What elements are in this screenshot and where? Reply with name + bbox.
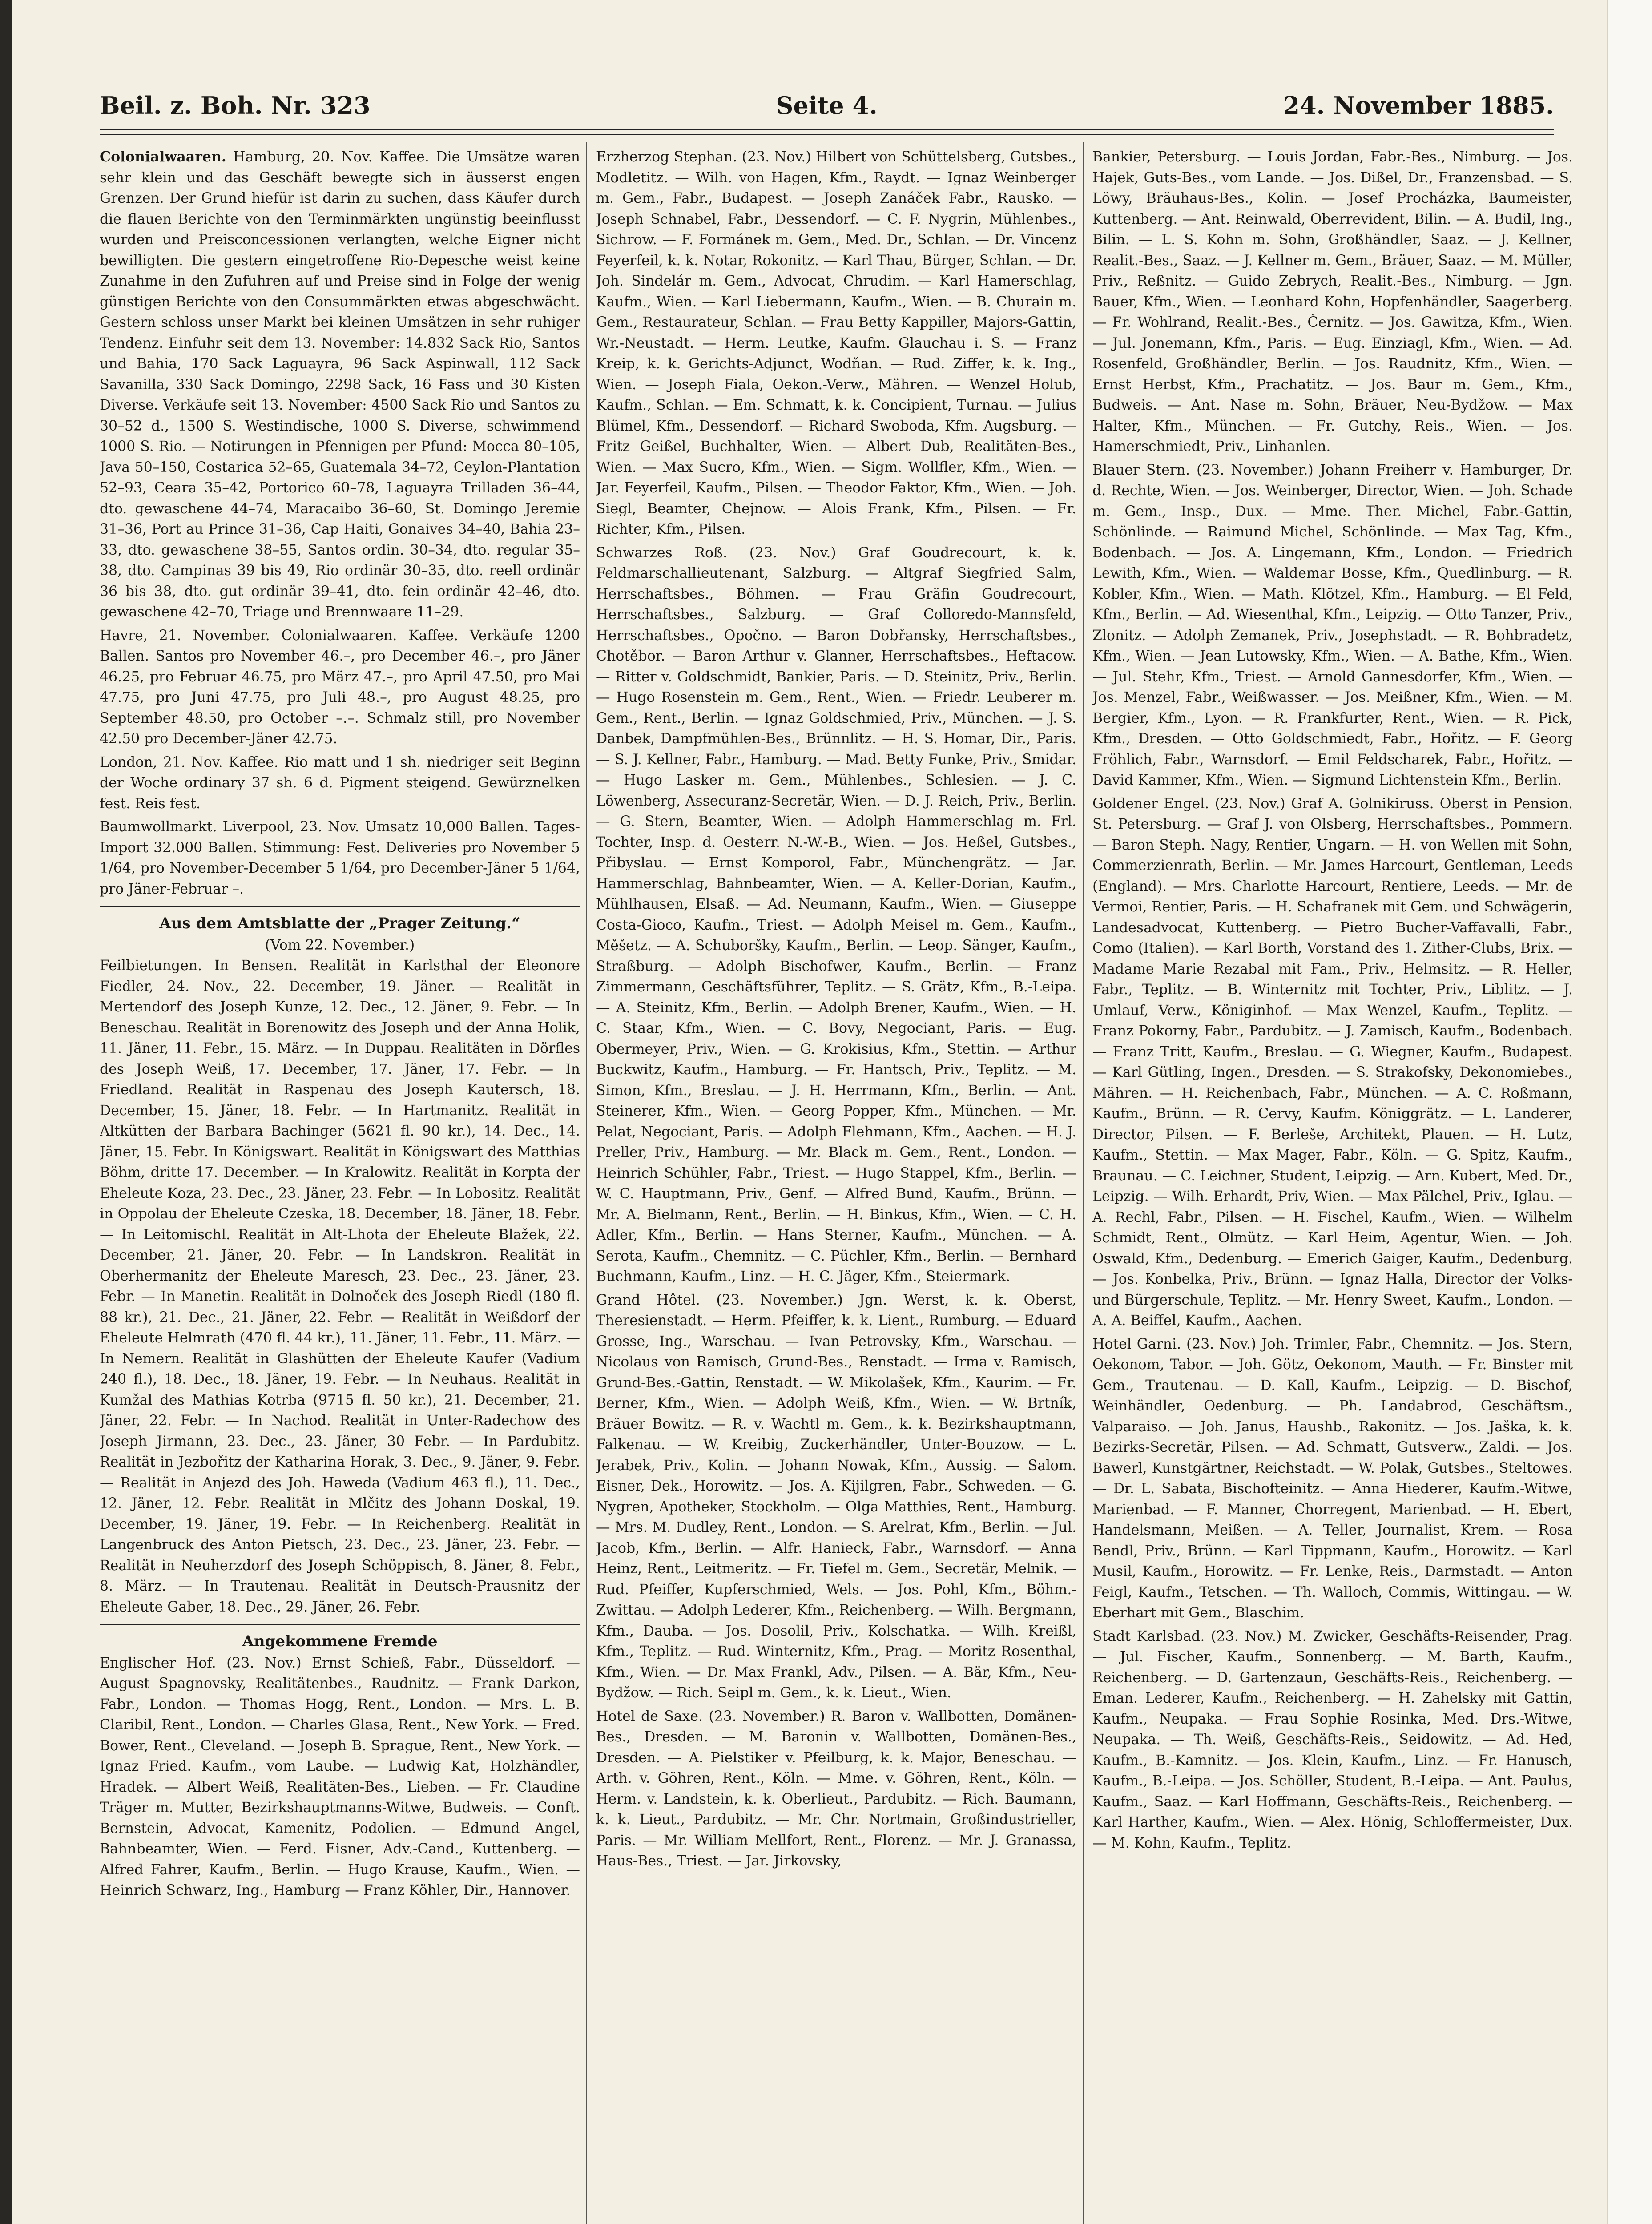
fremde-text: Englischer Hof. (23. Nov.) Ernst Schieß, Fabr., Düsseldorf. — August Spagnovsky, Realitätenbes., Raudnitz. — Frank Darkon, Fabr., London. — Thomas Hogg, Rent., London. — Mrs. L. B. Claribil, Rent., London. — Charles Glasa, Rent., New York. — Fred. Bower, Rent., Cleveland. — Joseph B. Sprague, Rent., New York. — Ignaz Fried. Kaufm., vom Laube. — Ludwig Kat, Holzhändler, Hradek. — Albert Weiß, Realitäten-Bes., Lieben. — Fr. Claudine Träger m. Mutter, Bezirkshauptmanns-Witwe, Budweis. — Conft. Bernstein, Advocat, Kamenitz, Podolien. — Edmund Angel, Bahnbeamter, Wien. — Ferd. Eisner, Adv.-Cand., Kuttenberg. — Alfred Fahrer, Kaufm., Berlin. — Hugo Krause, Kaufm., Wien. — Heinrich Schwarz, Ing., Hamburg — Franz Köhler, Dir., Hannover. [100,1655,580,1898]
amtsblatt-text: Feilbietungen. In Bensen. Realität in Karlsthal der Eleonore Fiedler, 24. Nov., 22. December, 19. Jäner. — Realität in Mertendorf des Joseph Kunze, 12. Dec., 12. Jäner, 9. Febr. — In Beneschau. Realität in Borenowitz des Joseph und der Anna Holik, 11. Jäner, 11. Febr., 15. März. — In Duppau. Realitäten in Dörfles des Joseph Weiß, 17. December, 17. Jäner, 17. Febr. — In Friedland. Realität in Raspenau des Joseph Kautersch, 18. December, 15. Jäner, 18. Febr. — In Hartmanitz. Realität in Altkütten der Barbara Bachinger (5621 fl. 90 kr.), 14. Dec., 14. Jäner, 15. Febr. In Königswart. Realität in Königswart des Matthias Böhm, dritte 17. December. — In Kralowitz. Realität in Korpta der Eheleute Koza, 23. Dec., 23. Jäner, 23. Febr. — In Lobositz. Realität in Oppolau der Eheleute Czeska, 18. December, 18. Jäner, 18. Febr. — In Leitomischl. Realität in Alt-Lhota der Eheleute Blažek, 22. December, 21. Jäner, 20. Febr. — In Landskron. Realität in Oberhermanitz der Eheleute Maresch, 23. Dec., 23. Jäner, 23. Febr. — In Manetin. Realität in Dolnoček des Joseph Riedl (180 fl. 88 kr.), 21. Dec., 21. Jäner, 22. Febr. — Realität in Weißdorf der Eheleute Helmrath (470 fl. 44 kr.), 11. Jäner, 11. Febr., 11. März. — In Nemern. Realität in Glashütten der Eheleute Kaufer (Vadium 240 fl.), 18. Dec., 18. Jäner, 19. Febr. — In Neuhaus. Realität in Kumžal des Mathias Kotrba (9715 fl. 50 kr.), 21. December, 21. Jäner, 22. Febr. — In Nachod. Realität in Unter-Radechow des Joseph Jirmann, 23. Dec., 23. Jäner, 30 Febr. — In Pardubitz. Realität in Jezbořitz der Katharina Horak, 3. Dec., 9. Jäner, 9. Febr. — Realität in Anjezd des Joh. Haweda (Vadium 463 fl.), 11. Dec., 12. Jäner, 12. Febr. Realität in Mlčitz des Johann Doskal, 19. December, 19. Jäner, 19. Febr. — In Reichenberg. Realität in Langenbruck des Anton Pietsch, 23. Dec., 23. Jäner, 23. Febr. — Realität in Neuherzdorf des Joseph Schöppisch, 8. Jäner, 8. Febr., 8. März. — In Trautenau. Realität in Deutsch-Prausnitz der Eheleute Gaber, 18. Dec., 29. Jäner, 26. Febr. [100,958,580,1615]
hotel-schwarzes-ross: Schwarzes Roß. (23. Nov.) Graf Goudrecourt, k. k. Feldmarschallieutenant, Salzburg. — Altgraf Siegfried Salm, Herrschaftsbes., Böhmen. — Frau Gräfin Goudrecourt, Herrschaftsbes., Salzburg. — Graf Colloredo-Mannsfeld, Herrschaftsbes., Opočno. — Baron Dobřansky, Herrschaftsbes., Chotěbor. — Baron Arthur v. Glanner, Herrschaftsbes., Heftacow. — Ritter v. Goldschmidt, Bankier, Paris. — D. Steinitz, Priv., Berlin. — Hugo Rosenstein m. Gem., Rent., Wien. — Friedr. Leuberer m. Gem., Rent., Berlin. — Ignaz Goldschmied, Priv., München. — J. S. Danbek, Dampfmühlen-Bes., Brünnlitz. — H. S. Homar, Dir., Paris. — S. J. Kellner, Fabr., Hamburg. — Mad. Betty Funke, Priv., Smidar. — Hugo Lasker m. Gem., Mühlenbes., Schlesien. — J. C. Löwenberg, Assecuranz-Secretär, Wien. — D. J. Reich, Priv., Berlin. — G. Stern, Beamter, Wien. — Adolph Hammerschlag m. Frl. Tochter, Insp. d. Oesterr. N.-W.-B., Wien. — Jos. Heßel, Gutsbes., Přibyslau. — Ernst Komporol, Fabr., Münchengrätz. — Jar. Hammerschlag, Bahnbeamter, Wien. — A. Keller-Dorian, Kaufm., Mühlhausen, Elsaß. — Ad. Neumann, Kaufm., Wien. — Giuseppe Costa-Gioco, Kaufm., Triest. — Adolph Meisel m. Gem., Kaufm., Měšetz. — A. Schuboršky, Kaufm., Berlin. — Leop. Sänger, Kaufm., Straßburg. — Adolph Bischofwer, Kaufm., Berlin. — Franz Zimmermann, Geschäftsführer, Teplitz. — S. Grätz, Kfm., B.-Leipa. — A. Steinitz, Kfm., Berlin. — Adolph Brener, Kaufm., Wien. — H. C. Staar, Kfm., Wien. — C. Bovy, Negociant, Paris. — Eug. Obermeyer, Priv., Wien. — G. Krokisius, Kfm., Stettin. — Arthur Buckwitz, Kaufm., Hamburg. — Fr. Hantsch, Priv., Teplitz. — M. Simon, Kfm., Breslau. — J. H. Herrmann, Kfm., Berlin. — Ant. Steinerer, Kfm., Wien. — Georg Popper, Kfm., München. — Mr. Pelat, Negociant, Paris. — Adolph Flehmann, Kfm., Aachen. — H. J. Preller, Priv., Hamburg. — Mr. Black m. Gem., Rent., London. — Heinrich Schühler, Fabr., Triest. — Hugo Stappel, Kfm., Berlin. — W. C. Hauptmann, Priv., Genf. — Alfred Bund, Kaufm., Brünn. — Mr. A. Bielmann, Rent., Berlin. — H. Binkus, Kfm., Wien. — C. H. Adler, Kfm., Berlin. — Hans Sterner, Kaufm., München. — A. Serota, Kaufm., Chemnitz. — C. Püchler, Kfm., Berlin. — Bernhard Buchmann, Kaufm., Linz. — H. C. Jäger, Kfm., Steiermark. [596,544,1076,1285]
london-paragraph: London, 21. Nov. Kaffee. Rio matt und 1 sh. niedriger seit Beginn der Woche ordinary 37 sh. 6 d. Pigment steigend. Gewürznelken fest. Reis fest. [100,754,580,812]
hotel-continuation: Bankier, Petersburg. — Louis Jordan, Fabr.-Bes., Nimburg. — Jos. Hajek, Guts-Bes., vom Lande. — Jos. Dißel, Dr., Franzensbad. — S. Löwy, Bräuhaus-Bes., Kolin. — Josef Procházka, Baumeister, Kuttenberg. — Ant. Reinwald, Oberrevident, Bilin. — A. Budil, Ing., Bilin. — L. S. Kohn m. Sohn, Großhändler, Saaz. — J. Kellner, Realit.-Bes., Saaz. — J. Kellner m. Gem., Bräuer, Saaz. — M. Müller, Priv., Reßnitz. — Guido Zebrych, Realit.-Bes., Nimburg. — Jgn. Bauer, Kfm., Wien. — Leonhard Kohn, Hopfenhändler, Saagerberg. — Fr. Wohlrand, Realit.-Bes., Černitz. — Jos. Gawitza, Kfm., Wien. — Jul. Jonemann, Kfm., Paris. — Eug. Einziagl, Kfm., Wien. — Ad. Rosenfeld, Großhändler, Berlin. — Jos. Raudnitz, Kfm., Wien. — Ernst Herbst, Kfm., Prachatitz. — Jos. Baur m. Gem., Kfm., Budweis. — Ant. Nase m. Sohn, Bräuer, Neu-Bydžow. — Max Halter, Kfm., München. — Fr. Gutchy, Reis., Wien. — Jos. Hamerschmiedt, Priv., Linhanlen. [1092,149,1573,455]
column-separator [1083,142,1084,2224]
column-3 [1092,147,1573,2224]
hotel-blauer-stern: Blauer Stern. (23. November.) Johann Freiherr v. Hamburger, Dr. d. Rechte, Wien. — Jos. Weinberger, Director, Wien. — Joh. Schade m. Gem., Insp., Dux. — Mme. Ther. Michel, Fabr.-Gattin, Schönlinde. — Raimund Michel, Schönlinde. — Max Tag, Kfm., Bodenbach. — Jos. A. Lingemann, Kfm., London. — Friedrich Lewith, Kfm., Wien. — Waldemar Bosse, Kfm., Quedlinburg. — R. Kobler, Kfm., Wien. — Math. Klötzel, Kfm., Hamburg. — El Feld, Kfm., Berlin. — Ad. Wiesenthal, Kfm., Leipzig. — Otto Tanzer, Priv., Zlonitz. — Adolph Zemanek, Priv., Josephstadt. — R. Bohbradetz, Kfm., Wien. — Jean Lutowsky, Kfm., Wien. — A. Bathe, Kfm., Wien. — Jul. Stehr, Kfm., Triest. — Arnold Gannesdorfer, Kfm., Wien. — Jos. Menzel, Fabr., Weißwasser. — Jos. Meißner, Kfm., Wien. — M. Bergier, Kfm., Lyon. — R. Frankfurter, Rent., Wien. — R. Pick, Kfm., Dresden. — Otto Goldschmiedt, Fabr., Hořitz. — F. Georg Fröhlich, Fabr., Warnsdorf. — Emil Feldscharek, Fabr., Hořitz. — David Kammer, Kfm., Wien. — Sigmund Lichtenstein Kfm., Berlin. [1092,462,1573,788]
colonial-lead: Colonialwaaren. [100,149,226,165]
header-right: 24. November 1885. [1283,91,1554,120]
scan-right-margin [1607,0,1652,2224]
column-separator [586,142,587,2224]
page-header [100,91,1554,122]
header-center: Seite 4. [776,91,878,120]
hotel-de-saxe: Hotel de Saxe. (23. November.) R. Baron v. Wallbotten, Domänen-Bes., Dresden. — M. Baronin v. Wallbotten, Domänen-Bes., Dresden. — A. Pielstiker v. Pfeilburg, k. k. Major, Beneschau. — Arth. v. Göhren, Rent., Köln. — Mme. v. Göhren, Rent., Köln. — Herm. v. Landstein, k. k. Oberlieut., Pardubitz. — Rich. Baumann, k. k. Lieut., Pardubitz. — Mr. Chr. Nortmain, Großindustrieller, Paris. — Mr. William Mellfort, Rent., Florenz. — Mr. J. Granassa, Haus-Bes., Triest. — Jar. Jirkovsky, [596,1708,1076,1869]
column-1 [100,147,580,2224]
hotel-grand-hotel: Grand Hôtel. (23. November.) Jgn. Werst, k. k. Oberst, Theresienstadt. — Herm. Pfeiffer, k. k. Lient., Rumburg. — Eduard Grosse, Ing., Warschau. — Ivan Petrovsky, Kfm., Warschau. — Nicolaus von Ramisch, Grund-Bes., Renstadt. — Irma v. Ramisch, Grund-Bes.-Gattin, Renstadt. — W. Mikolašek, Kfm., Kaurim. — Fr. Berner, Kfm., Wien. — Adolph Weiß, Kfm., Wien. — W. Brtník, Bräuer Bowitz. — R. v. Wachtl m. Gem., k. k. Bezirkshauptmann, Falkenau. — W. Kreibig, Zuckerhändler, Unter-Bouzow. — L. Jerabek, Priv., Kolin. — Johann Nowak, Kfm., Aussig. — Salom. Eisner, Dek., Horowitz. — Jos. A. Kijilgren, Fabr., Schweden. — G. Nygren, Apotheker, Stockholm. — Olga Matthies, Rent., Hamburg. — Mrs. M. Dudley, Rent., London. — S. Arelrat, Kfm., Berlin. — Jul. Jacob, Kfm., Berlin. — Alfr. Hanieck, Fabr., Warnsdorf. — Anna Heinz, Rent., Leitmeritz. — Fr. Tiefel m. Gem., Secretär, Melnik. — Rud. Pfeiffer, Kupferschmied, Wels. — Jos. Pohl, Kfm., Böhm.-Zwittau. — Adolph Lederer, Kfm., Reichenberg. — Wilh. Bergmann, Kfm., Dauba. — Jos. Dosolil, Priv., Kolschatka. — Wilh. Kreißl, Kfm., Teplitz. — Rud. Winternitz, Kfm., Prag. — Moritz Rosenthal, Kfm., Wien. — Dr. Max Frankl, Adv., Pilsen. — A. Bär, Kfm., Neu-Bydžow. — Rich. Seipl m. Gem., k. k. Lieut., Wien. [596,1292,1076,1701]
section-rule [100,906,580,907]
amtsblatt-title: Aus dem Amtsblatte der „Prager Zeitung.“ [159,915,520,932]
header-rule [100,129,1554,135]
hotel-stadt-karlsbad: Stadt Karlsbad. (23. Nov.) M. Zwicker, Geschäfts-Reisender, Prag. — Jul. Fischer, Kaufm., Sonnenberg. — M. Barth, Kaufm., Reichenberg. — D. Gartenzaun, Geschäfts-Reis., Reichenberg. — Eman. Lederer, Kaufm., Reichenberg. — H. Zahelsky mit Gattin, Kaufm., Neupaka. — Frau Sophie Rosinka, Med. Drs.-Witwe, Neupaka. — Th. Weiß, Geschäfts-Reis., Seidowitz. — Ad. Hed, Kaufm., B.-Kamnitz. — Jos. Klein, Kaufm., Linz. — Fr. Hanusch, Kaufm., B.-Leipa. — Jos. Schöller, Student, B.-Leipa. — Ant. Paulus, Kaufm., Saaz. — Karl Hoffmann, Geschäfts-Reis., Reichenberg. — Karl Harther, Kaufm., Wien. — Alex. Hönig, Schloffermeister, Dux. — M. Kohn, Kaufm., Teplitz. [1092,1628,1573,1851]
newspaper-page [62,0,1610,2224]
colonial-paragraph [100,147,580,623]
column-2 [596,147,1076,2224]
section-rule [100,1624,580,1625]
hotel-garni: Hotel Garni. (23. Nov.) Joh. Trimler, Fabr., Chemnitz. — Jos. Stern, Oekonom, Tabor. — Joh. Götz, Oekonom, Mauth. — Fr. Binster mit Gem., Trautenau. — D. Kall, Kaufm., Leipzig. — D. Bischof, Weinhändler, Oedenburg. — Ph. Landabrod, Geschäftsm., Valparaiso. — Joh. Janus, Haushb., Rakonitz. — Jos. Jaška, k. k. Bezirks-Secretär, Pilsen. — Ad. Schmatt, Gutsverw., Zaldi. — Jos. Bawerl, Kunstgärtner, Reichstadt. — W. Polak, Gutsbes., Steltowes. — Dr. L. Sabata, Bischofteinitz. — Anna Hiederer, Kaufm.-Witwe, Marienbad. — F. Manner, Chorregent, Marienbad. — H. Ebert, Handelsmann, Meißen. — A. Teller, Journalist, Krem. — Rosa Bendl, Priv., Brünn. — Karl Tippmann, Kaufm., Horowitz. — Karl Musil, Kaufm., Horowitz. — Fr. Lenke, Reis., Darmstadt. — Anton Feigl, Kaufm., Tetschen. — Th. Walloch, Commis, Wittingau. — W. Eberhart mit Gem., Blaschim. [1092,1336,1573,1621]
amtsblatt-date: (Vom 22. November.) [265,937,415,953]
hotel-erzherzog-stephan: Erzherzog Stephan. (23. Nov.) Hilbert von Schüttelsberg, Gutsbes., Modletitz. — Wilh. von Hagen, Kfm., Raydt. — Ignaz Weinberger m. Gem., Fabr., Budapest. — Joseph Zanáček Fabr., Rausko. — Joseph Schnabel, Fabr., Dessendorf. — C. F. Nygrin, Mühlenbes., Sichrow. — F. Formánek m. Gem., Med. Dr., Schlan. — Dr. Vincenz Feyerfeil, k. k. Notar, Rokonitz. — Karl Thau, Bürger, Schlan. — Dr. Joh. Sindelár m. Gem., Advocat, Chrudim. — Karl Hamerschlag, Kaufm., Wien. — Karl Liebermann, Kaufm., Wien. — B. Churain m. Gem., Restaurateur, Schlan. — Frau Betty Kappiller, Majors-Gattin, Wr.-Neustadt. — Herm. Leutke, Kaufm. Glauchau i. S. — Franz Kreip, k. k. Gerichts-Adjunct, Wodňan. — Rud. Ziffer, k. k. Ing., Wien. — Joseph Fiala, Oekon.-Verw., Mähren. — Wenzel Holub, Kaufm., Schlan. — Em. Schmatt, k. k. Concipient, Turnau. — Julius Blümel, Kfm., Dessendorf. — Richard Swoboda, Kfm. Augsburg. — Fritz Geißel, Buchhalter, Wien. — Albert Dub, Realitäten-Bes., Wien. — Max Sucro, Kfm., Wien. — Sigm. Wollfler, Kfm., Wien. — Jar. Feyerfeil, Kaufm., Pilsen. — Theodor Faktor, Kfm., Wien. — Joh. Siegl, Beamter, Chejnow. — Alois Frank, Kfm., Pilsen. — Fr. Richter, Kfm., Pilsen. [596,149,1076,537]
hotel-goldener-engel: Goldener Engel. (23. Nov.) Graf A. Golnikiruss. Oberst in Pension. St. Petersburg. — Graf J. von Olsberg, Herrschaftsbes., Pommern. — Baron Steph. Nagy, Rentier, Ungarn. — H. von Wellen mit Sohn, Commerzienrath, Berlin. — Mr. James Harcourt, Gentleman, Leeds (England). — Mrs. Charlotte Harcourt, Rentiere, Leeds. — Mr. de Vermoi, Rentier, Paris. — H. Schafranek mit Gem. und Schwägerin, Landesadvocat, Kuttenberg. — Pietro Bucher-Vaffavalli, Fabr., Como (Italien). — Karl Borth, Vorstand des 1. Zither-Clubs, Brix. — Madame Marie Rezabal mit Fam., Priv., Helmsitz. — R. Heller, Fabr., Teplitz. — B. Winternitz mit Tochter, Priv., Liblitz. — J. Umlauf, Verw., Königinhof. — Max Wenzel, Kaufm., Teplitz. — Franz Pokorny, Fabr., Pardubitz. — J. Zamisch, Kaufm., Bodenbach. — Franz Tritt, Kaufm., Breslau. — G. Wiegner, Kaufm., Budapest. — Karl Gütling, Ingen., Dresden. — S. Strakofsky, Dekonomiebes., Mähren. — H. Reichenbach, Fabr., München. — A. C. Roßmann, Kaufm., Brünn. — R. Cervy, Kaufm. Königgrätz. — L. Landerer, Director, Pilsen. — F. Berleše, Architekt, Plauen. — H. Lutz, Kaufm., Stettin. — Max Mager, Fabr., Köln. — G. Spitz, Kaufm., Braunau. — C. Leichner, Student, Leipzig. — Arn. Kubert, Med. Dr., Leipzig. — Wilh. Erhardt, Priv, Wien. — Max Pälchel, Priv., Iglau. — A. Rechl, Fabr., Pilsen. — H. Fischel, Kaufm., Wien. — Wilhelm Schmidt, Rent., Olmütz. — Karl Heim, Agentur, Wien. — Joh. Oswald, Kfm., Dedenburg. — Emerich Gaiger, Kaufm., Dedenburg. — Jos. Konbelka, Priv., Brünn. — Ignaz Halla, Director der Volks- und Bürgerschule, Teplitz. — Mr. Henry Sweet, Kaufm., London. — A. A. Beiffel, Kaufm., Aachen. [1092,795,1573,1329]
colonial-text: Hamburg, 20. Nov. Kaffee. Die Umsätze waren sehr klein und das Geschäft bewegte sich in äusserst engen Grenzen. Der Grund hiefür ist darin zu suchen, dass Käufer durch die flauen Berichte von den Terminmärkten ungünstig beeinflusst wurden und Preisconcessionen verlangten, welche Eigner nicht bewilligten. Die gestern eingetroffene Rio-Depesche weist keine Zunahme in den Zufuhren auf und Preise sind in Folge der wenig günstigen Berichte von den Consummärkten etwas abgeschwächt. Gestern schloss unser Markt bei kleinen Umsätzen in sehr ruhiger Tendenz. Einfuhr seit dem 13. November: 14.832 Sack Rio, Santos und Bahia, 170 Sack Laguayra, 96 Sack Aspinwall, 112 Sack Savanilla, 330 Sack Domingo, 2298 Sack, 16 Fass und 30 Kisten Diverse. Verkäufe seit 13. November: 4500 Sack Rio und Santos zu 30–52 d., 1500 S. Westindische, 1000 S. Diverse, schwimmend 1000 S. Rio. — Notirungen in Pfennigen per Pfund: Mocca 80–105, Java 50–150, Costarica 52–65, Guatemala 34–72, Ceylon-Plantation 52–93, Ceara 35–42, Portorico 60–78, Laguayra Trilladen 36–44, dto. gewaschene 44–74, Maracaibo 36–60, St. Domingo Jeremie 31–36, Port au Prince 31–36, Cap Haiti, Gonaives 34–40, Bahia 23–33, dto. gewaschene 38–55, Santos ordin. 30–34, dto. regular 35–38, dto. Campinas 39 bis 49, Rio ordinär 30–35, dto. reell ordinär 36 bis 38, dto. gut ordinär 39–41, dto. fein ordinär 42–46, dto. gewaschene 42–70, Triage und Brennwaare 11–29. [100,149,580,620]
baumwoll-paragraph: Baumwollmarkt. Liverpool, 23. Nov. Umsatz 10,000 Ballen. Tages-Import 32.000 Ballen. Stimmung: Fest. Deliveries pro November 5 1/64, pro November-December 5 1/64, pro December-Jäner 5 1/64, pro Jäner-Februar –. [100,819,580,897]
scan-left-edge [0,0,12,2224]
havre-paragraph: Havre, 21. November. Colonialwaaren. Kaffee. Verkäufe 1200 Ballen. Santos pro November 46.–, pro December 46.–, pro Jäner 46.25, pro Februar 46.75, pro März 47.–, pro April 47.50, pro Mai 47.75, pro Juni 47.75, pro Juli 48.–, pro August 48.25, pro September 48.50, pro October –.–. Schmalz still, pro November 42.50 pro December-Jäner 42.75. [100,627,580,747]
fremde-title: Angekommene Fremde [242,1632,438,1650]
header-left: Beil. z. Boh. Nr. 323 [100,91,371,120]
